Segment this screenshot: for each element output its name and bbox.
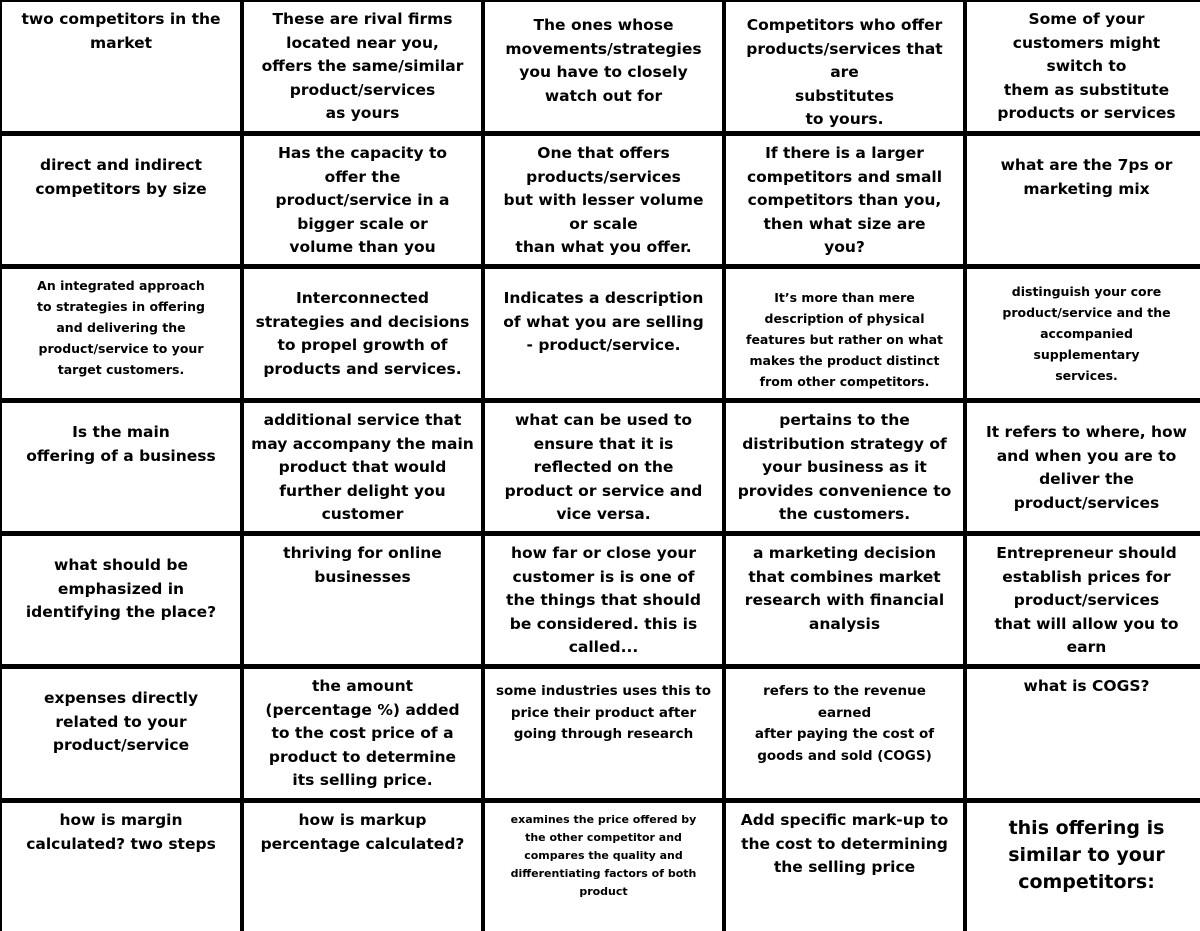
card-r7-c1: how is margin calculated? two steps [2,803,240,931]
card-r3-c3: Indicates a description of what you are selling - product/service. [485,269,722,398]
card-r4-c5: It refers to where, how and when you are to deliver the product/services [967,403,1200,531]
card-r4-c3: what can be used to ensure that it is reflected on the product or service and vice versa. [485,403,722,531]
card-r7-c5: this offering is similar to your competitors: [967,803,1200,931]
card-r5-c3: how far or close your customer is is one of the things that should be considered. this is called... [485,536,722,664]
card-r3-c2: Interconnected strategies and decisions to propel growth of products and services. [244,269,481,398]
card-r1-c3: The ones whose movements/strategies you have to closely watch out for [485,2,722,131]
card-r4-c2: additional service that may accompany the main product that would further delight you customer [244,403,481,531]
card-r2-c3: One that offers products/services but with lesser volume or scale than what you offer. [485,136,722,264]
card-r1-c1: two competitors in the market [2,2,240,131]
card-r2-c2: Has the capacity to offer the product/service in a bigger scale or volume than you [244,136,481,264]
card-r4-c4: pertains to the distribution strategy of your business as it provides convenience to the customers. [726,403,963,531]
card-r1-c4: Competitors who offer products/services that are substitutes to yours. [726,2,963,131]
card-r5-c5: Entrepreneur should establish prices for product/services that will allow you to earn [967,536,1200,664]
card-r7-c4: Add specific mark-up to the cost to determining the selling price [726,803,963,931]
card-r3-c4: It’s more than mere description of physical features but rather on what makes the product distinct from other competitors. [726,269,963,398]
card-r6-c5: what is COGS? [967,669,1200,798]
card-r1-c5: Some of your customers might switch to them as substitute products or services [967,2,1200,131]
card-r1-c2: These are rival firms located near you, offers the same/similar product/services as yours [244,2,481,131]
card-r2-c4: If there is a larger competitors and small competitors than you, then what size are you? [726,136,963,264]
card-r7-c3: examines the price offered by the other competitor and compares the quality and differentiating factors of both product [485,803,722,931]
card-r3-c5: distinguish your core product/service and the accompanied supplementary services. [967,269,1200,398]
card-r4-c1: Is the main offering of a business [2,403,240,531]
card-r6-c4: refers to the revenue earned after paying the cost of goods and sold (COGS) [726,669,963,798]
card-r7-c2: how is markup percentage calculated? [244,803,481,931]
card-r2-c1: direct and indirect competitors by size [2,136,240,264]
card-r5-c2: thriving for online businesses [244,536,481,664]
card-r5-c1: what should be emphasized in identifying the place? [2,536,240,664]
card-r6-c1: expenses directly related to your product/service [2,669,240,798]
card-r6-c2: the amount (percentage %) added to the cost price of a product to determine its selling price. [244,669,481,798]
card-r5-c4: a marketing decision that combines market research with financial analysis [726,536,963,664]
card-r2-c5: what are the 7ps or marketing mix [967,136,1200,264]
card-r6-c3: some industries uses this to price their product after going through research [485,669,722,798]
card-r3-c1: An integrated approach to strategies in offering and delivering the product/service to your target customers. [2,269,240,398]
